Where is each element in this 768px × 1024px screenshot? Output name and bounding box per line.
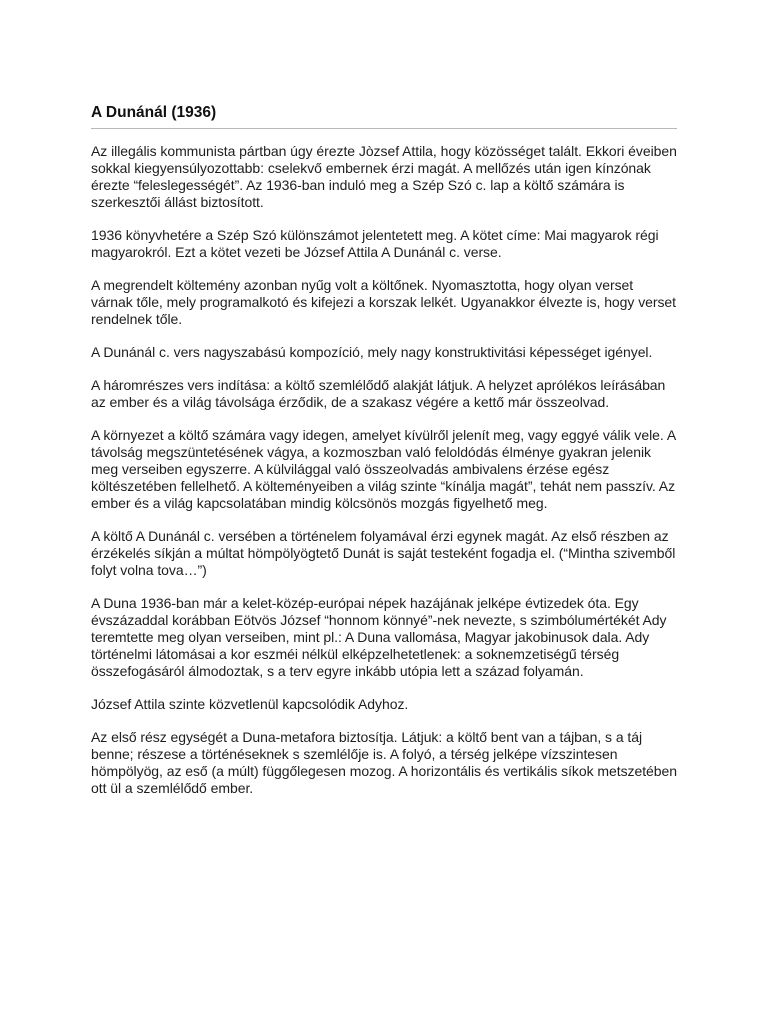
paragraph: Az illegális kommunista pártban úgy érezte Jòzsef Attila, hogy közösséget talált. Ekkori éveiben sokkal kiegyensúlyozottabb: cselekvő embernek érzi magát. A mellőzés után igen kínzónak érezte “feleslegességét”. Az 1936-ban induló meg a Szép Szó c. lap a költő számára is szerkesztői állást biztosított. <box>91 143 677 210</box>
paragraph: A Dunánál c. vers nagyszabású kompozíció, mely nagy konstruktivitási képességet igényel. <box>91 344 653 360</box>
paragraph: A megrendelt költemény azonban nyűg volt a költőnek. Nyomasztotta, hogy olyan verset várnak tőle, mely programalkotó és kifejezi a korszak lelkét. Ugyanakkor élvezte is, hogy verset rendelnek tőle. <box>91 277 677 327</box>
paragraph: A környezet a költő számára vagy idegen, amelyet kívülről jelenít meg, vagy eggyé válik vele. A távolság megszüntetésének vágya, a kozmoszban való feloldódás élménye gyakran jelenik meg verseiben egyszerre. A külvilággal való összeolvadás ambivalens érzése egész költészetében fellelhető. A költeményeiben a világ szinte “kínálja magát”, tehát nem passzív. Az ember és a világ kapcsolatában mindig kölcsönös mozgás figyelhető meg. <box>91 427 676 511</box>
paragraph: A Duna 1936-ban már a kelet-közép-európai népek hazájának jelképe évtizedek óta. Egy évszázaddal korábban Eötvös József “honnom könnyé”-nek nevezte, s szimbólumértékét Ady teremtette meg olyan verseiben, mint pl.: A Duna vallomása, Magyar jakobinusok dala. Ady történelmi látomásai a kor eszméi nélkül elképzelhetetlenek: a soknemzetiségű térség összefogásáról álmodoztak, s a terv egyre inkább utópia lett a század folyamán. <box>91 595 667 679</box>
document-page <box>91 103 677 813</box>
paragraph: A költő A Dunánál c. versében a történelem folyamával érzi egynek magát. Az első részben az érzékelés síkján a múltat hömpölyögtető Dunát is saját testeként fogadja el. (“Mintha szivemből folyt volna tova…”) <box>91 528 676 578</box>
paragraph: A háromrészes vers indítása: a költő szemlélődő alakját látjuk. A helyzet aprólékos leírásában az ember és a világ távolsága érződik, de a szakasz végére a kettő már összeolvad. <box>91 377 666 410</box>
document-title: A Dunánál (1936) <box>91 104 217 121</box>
paragraph: József Attila szinte közvetlenül kapcsolódik Adyhoz. <box>91 696 409 712</box>
title-divider <box>91 128 677 129</box>
paragraph: 1936 könyvhetére a Szép Szó különszámot jelentetett meg. A kötet címe: Mai magyarok régi magyarokról. Ezt a kötet vezeti be József Attila A Dunánál c. verse. <box>91 227 659 260</box>
paragraph: Az első rész egységét a Duna-metafora biztosítja. Látjuk: a költő bent van a tájban, s a táj benne; részese a történéseknek s szemlélője is. A folyó, a térség jelképe vízszintesen hömpölyög, az eső (a múlt) függőlegesen mozog. A horizontális és vertikális síkok metszetében ott ül a szemlélődő ember. <box>91 729 677 796</box>
document-body <box>91 143 677 797</box>
